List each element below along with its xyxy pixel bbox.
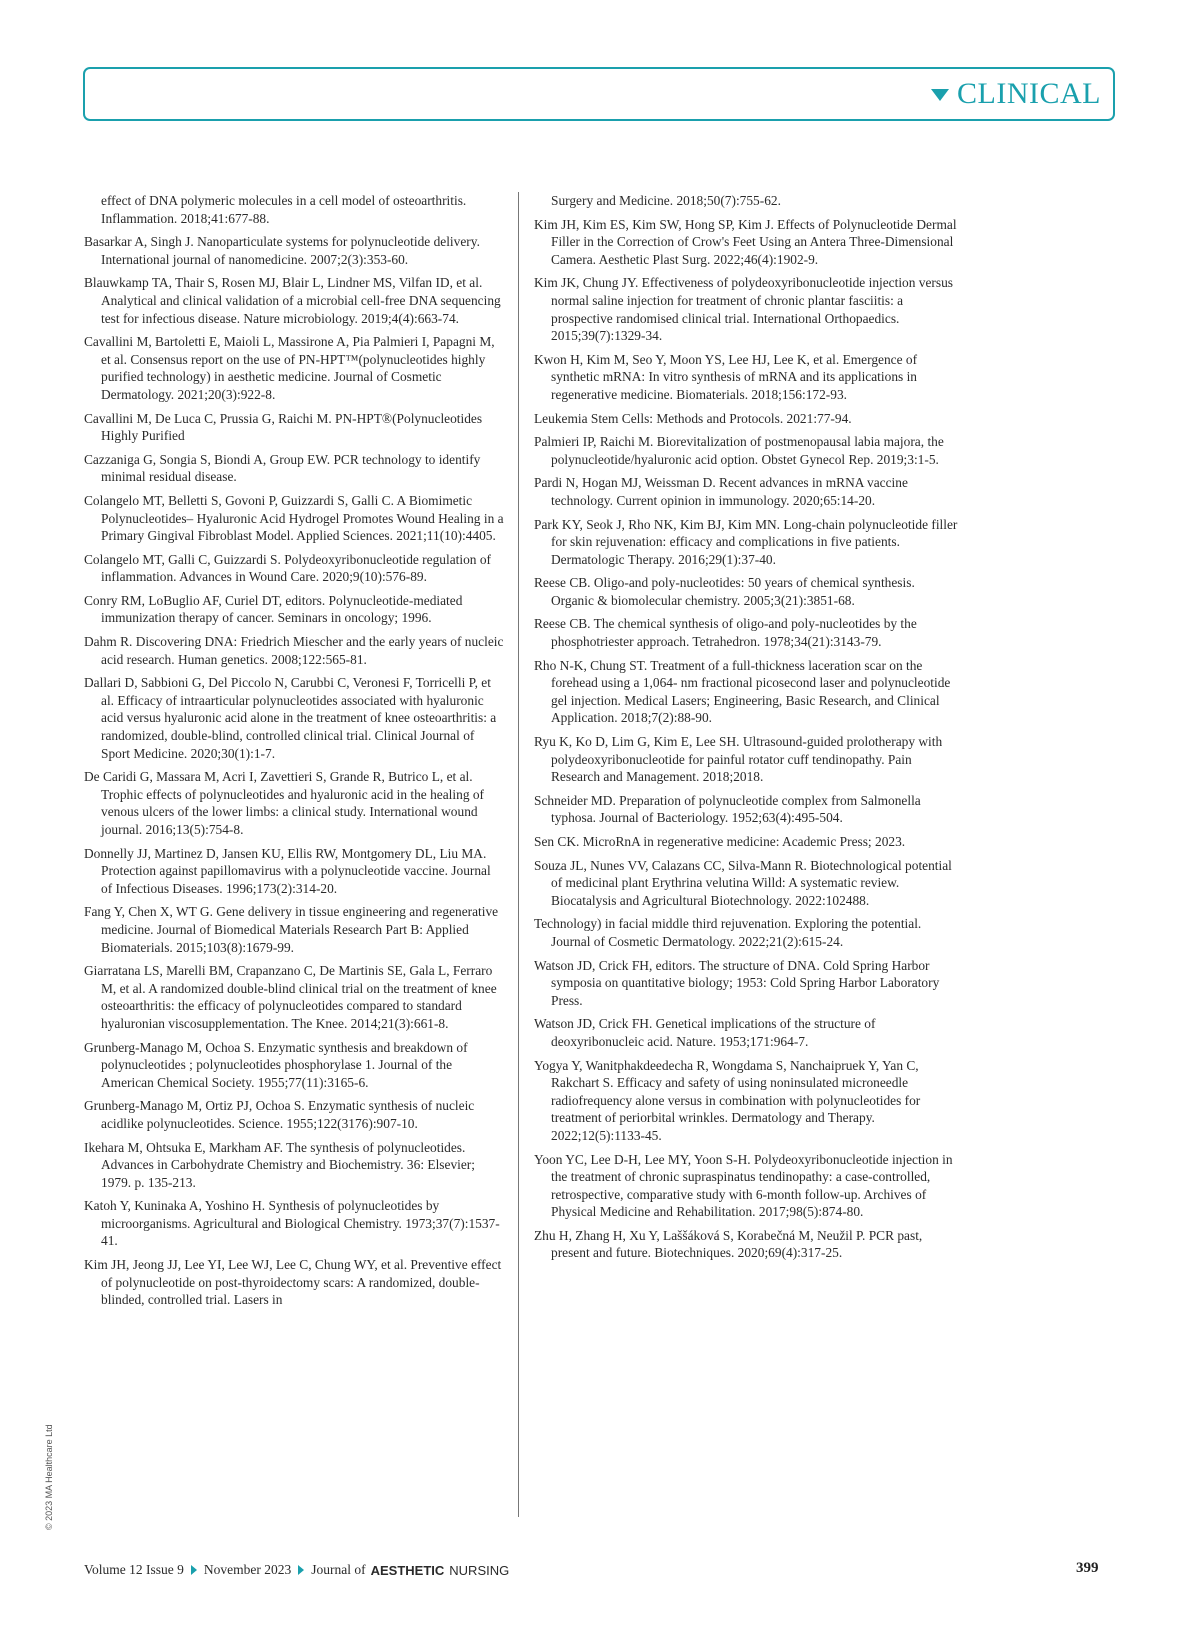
arrow-right-icon (191, 1565, 197, 1575)
triangle-down-icon (931, 89, 949, 101)
reference-item: Leukemia Stem Cells: Methods and Protocols. 2021:77-94. (534, 410, 852, 426)
reference-item: Blauwkamp TA, Thair S, Rosen MJ, Blair L, Lindner MS, Vilfan ID, et al. Analytical and clinical validation of a microbial cell-free DNA sequencing test for infectious disease. Nature microbiology. 2019;4(4):663-74. (84, 275, 501, 326)
reference-item: Cazzaniga G, Songia S, Biondi A, Group EW. PCR technology to identify minimal residual disease. (84, 451, 481, 485)
reference-item: Watson JD, Crick FH. Genetical implications of the structure of deoxyribonucleic acid. Nature. 1953;171:964-7. (534, 1016, 876, 1049)
reference-item: De Caridi G, Massara M, Acri I, Zavettieri S, Grande R, Butrico L, et al. Trophic effects of polynucleotides and hyaluronic acid in the healing of venous ulcers of the lower limbs: a clinical study. International wound journal. 2016;13(5):754-8. (84, 769, 485, 837)
reference-item: Kwon H, Kim M, Seo Y, Moon YS, Lee HJ, Lee K, et al. Emergence of synthetic mRNA: In vitro synthesis of mRNA and its applications in regenerative medicine. Biomaterials. 2018;156:172-93. (534, 351, 918, 402)
reference-item: Schneider MD. Preparation of polynucleotide complex from Salmonella typhosa. Journal of Bacteriology. 1952;63(4):495-504. (534, 792, 921, 826)
reference-item: Sen CK. MicroRnA in regenerative medicine: Academic Press; 2023. (534, 834, 906, 849)
reference-item: Fang Y, Chen X, WT G. Gene delivery in tissue engineering and regenerative medicine. Journal of Biomedical Materials Research Part B: Applied Biomaterials. 2015;103(8):1679-99. (84, 904, 499, 955)
section-label (931, 77, 1101, 111)
reference-item: Rho N-K, Chung ST. Treatment of a full-thickness laceration scar on the forehead using a 1,064- nm fractional picosecond laser and polynucleotide gel injection. Medical Lasers; Engineering, Basic Research, and Clinical Application. 2018;7(2):88-90. (534, 657, 951, 726)
reference-item: Souza JL, Nunes VV, Calazans CC, Silva-Mann R. Biotechnological potential of medicinal plant Erythrina velutina Willd: A systematic review. Biocatalysis and Agricultural Biotechnology. 2022:102488. (534, 857, 952, 908)
reference-item: Katoh Y, Kuninaka A, Yoshino H. Synthesis of polynucleotides by microorganisms. Agricultural and Biological Chemistry. 1973;37(7):1537-41. (84, 1198, 500, 1249)
footer-journal-bold: AESTHETIC (370, 1562, 445, 1578)
reference-item: Grunberg-Manago M, Ortiz PJ, Ochoa S. Enzymatic synthesis of nucleic acidlike polynucleotides. Science. 1955;122(3176):907-10. (84, 1098, 475, 1131)
footer-volume: Volume 12 Issue 9 (84, 1562, 184, 1577)
footer-date: November 2023 (203, 1562, 292, 1577)
reference-item: effect of DNA polymeric molecules in a cell model of osteoarthritis. Inflammation. 2018;41:677-88. (101, 193, 467, 226)
reference-item: Ryu K, Ko D, Lim G, Kim E, Lee SH. Ultrasound-guided prolotherapy with polydeoxyribonucleotide for painful rotator cuff tendinopathy. Pain Research and Management. 2018;2018. (534, 734, 943, 785)
reference-item: Reese CB. Oligo-and poly-nucleotides: 50 years of chemical synthesis. Organic & biomolecular chemistry. 2005;3(21):3851-68. (534, 575, 915, 608)
reference-item: Conry RM, LoBuglio AF, Curiel DT, editors. Polynucleotide-mediated immunization therapy of cancer. Seminars in oncology; 1996. (84, 592, 463, 626)
reference-item: Colangelo MT, Galli C, Guizzardi S. Polydeoxyribonucleotide regulation of inflammation. Advances in Wound Care. 2020;9(10):576-89. (84, 551, 491, 585)
references-right-column (534, 192, 958, 1268)
reference-item: Ikehara M, Ohtsuka E, Markham AF. The synthesis of polynucleotides. Advances in Carbohydrate Chemistry and Biochemistry. 36: Elsevier; 1979. p. 135-213. (84, 1139, 475, 1190)
reference-item: Reese CB. The chemical synthesis of oligo-and poly-nucleotides by the phosphotriester approach. Tetrahedron. 1978;34(21):3143-79. (534, 616, 917, 650)
reference-item: Kim JK, Chung JY. Effectiveness of polydeoxyribonucleotide injection versus normal saline injection for treatment of chronic plantar fasciitis: a prospective randomised clinical trial. International Orthopaedics. 2015;39(7):1329-34. (534, 275, 954, 344)
reference-item: Park KY, Seok J, Rho NK, Kim BJ, Kim MN. Long-chain polynucleotide filler for skin rejuvenation: efficacy and complications in five patients. Dermatologic Therapy. 2016;29(1):37-40. (534, 516, 958, 567)
reference-item: Cavallini M, Bartoletti E, Maioli L, Massirone A, Pia Palmieri I, Papagni M, et al. Consensus report on the use of PN-HPT™(polynucleotides highly purified technology) in aesthetic medicine. Journal of Cosmetic Dermatology. 2021;20(3):922-8. (84, 334, 495, 402)
section-title: CLINICAL (957, 77, 1101, 110)
reference-item: Yogya Y, Wanitphakdeedecha R, Wongdama S, Nanchaipruek Y, Yan C, Rakchart S. Efficacy and safety of using noninsulated microneedle radiofrequency alone versus in combination with polynucleotides for treatment of periorbital wrinkles. Dermatology and Therapy. 2022;12(5):1133-45. (534, 1057, 921, 1143)
reference-item: Donnelly JJ, Martinez D, Jansen KU, Ellis RW, Montgomery DL, Liu MA. Protection against papillomavirus with a polynucleotide vaccine. Journal of Infectious Diseases. 1996;173(2):314-20. (84, 845, 491, 896)
reference-item: Palmieri IP, Raichi M. Biorevitalization of postmenopausal labia majora, the polynucleotide/hyaluronic acid option. Obstet Gynecol Rep. 2019;3:1-5. (534, 434, 944, 467)
reference-item: Kim JH, Kim ES, Kim SW, Hong SP, Kim J. Effects of Polynucleotide Dermal Filler in the Correction of Crow's Feet Using an Antera Three-Dimensional Camera. Aesthetic Plast Surg. 2022;46(4):1902-9. (534, 216, 957, 267)
references-left-column (84, 192, 504, 1315)
footer-journal-prefix: Journal of (311, 1562, 366, 1577)
section-header-box (83, 67, 1115, 121)
reference-item: Giarratana LS, Marelli BM, Crapanzano C, De Martinis SE, Gala L, Ferraro M, et al. A randomized double-blind clinical trial on the treatment of knee osteoarthritis: the efficacy of polynucleotides compared to standard hyaluronian viscosupplementation. The Knee. 2014;21(3):661-8. (84, 963, 497, 1031)
reference-item: Cavallini M, De Luca C, Prussia G, Raichi M. PN-HPT®(Polynucleotides Highly Purified (84, 410, 483, 444)
reference-item: Technology) in facial middle third rejuvenation. Exploring the potential. Journal of Cosmetic Dermatology. 2022;21(2):615-24. (534, 916, 922, 949)
column-divider (518, 192, 519, 1517)
reference-item: Colangelo MT, Belletti S, Govoni P, Guizzardi S, Galli C. A Biomimetic Polynucleotides– Hyaluronic Acid Hydrogel Promotes Wound Healing in a Primary Gingival Fibroblast Model. Applied Sciences. 2021;11(10):4405. (84, 492, 504, 544)
arrow-right-icon (298, 1565, 304, 1575)
reference-item: Pardi N, Hogan MJ, Weissman D. Recent advances in mRNA vaccine technology. Current opinion in immunology. 2020;65:14-20. (534, 475, 908, 508)
reference-item: Zhu H, Zhang H, Xu Y, Laššáková S, Korabečná M, Neužil P. PCR past, present and future. Biotechniques. 2020;69(4):317-25. (534, 1227, 923, 1261)
reference-item: Basarkar A, Singh J. Nanoparticulate systems for polynucleotide delivery. International journal of nanomedicine. 2007;2(3):353-60. (84, 234, 480, 267)
reference-item: Surgery and Medicine. 2018;50(7):755-62. (551, 193, 781, 208)
page-number: 399 (1076, 1560, 1099, 1576)
reference-item: Kim JH, Jeong JJ, Lee YI, Lee WJ, Lee C, Chung WY, et al. Preventive effect of polynucleotide on post-thyroidectomy scars: A randomized, double-blinded, controlled trial. Lasers in (84, 1257, 502, 1308)
reference-item: Watson JD, Crick FH, editors. The structure of DNA. Cold Spring Harbor symposia on quantitative biology; 1953: Cold Spring Harbor Laboratory Press. (534, 957, 940, 1008)
copyright-notice: © 2023 MA Healthcare Ltd (44, 1424, 54, 1530)
reference-item: Yoon YC, Lee D-H, Lee MY, Yoon S-H. Polydeoxyribonucleotide injection in the treatment of chronic supraspinatus tendinopathy: a case-controlled, retrospective, comparative study with 6-month follow-up. Archives of Physical Medicine and Rehabilitation. 2017;98(5):874-80. (534, 1151, 953, 1220)
reference-item: Grunberg-Manago M, Ochoa S. Enzymatic synthesis and breakdown of polynucleotides ; polynucleotides phosphorylase 1. Journal of the American Chemical Society. 1955;77(11):3165-6. (84, 1039, 468, 1090)
page-footer (84, 1562, 509, 1578)
reference-item: Dallari D, Sabbioni G, Del Piccolo N, Carubbi C, Veronesi F, Torricelli P, et al. Efficacy of intraarticular polynucleotides associated with hyaluronic acid versus hyaluronic acid alone in the treatment of knee osteoarthritis: a randomized, double-blind, controlled clinical trial. Clinical Journal of Sport Medicine. 2020;30(1):1-7. (84, 675, 497, 761)
footer-journal-suffix: NURSING (449, 1562, 510, 1578)
reference-item: Dahm R. Discovering DNA: Friedrich Miescher and the early years of nucleic acid research. Human genetics. 2008;122:565-81. (84, 634, 504, 667)
